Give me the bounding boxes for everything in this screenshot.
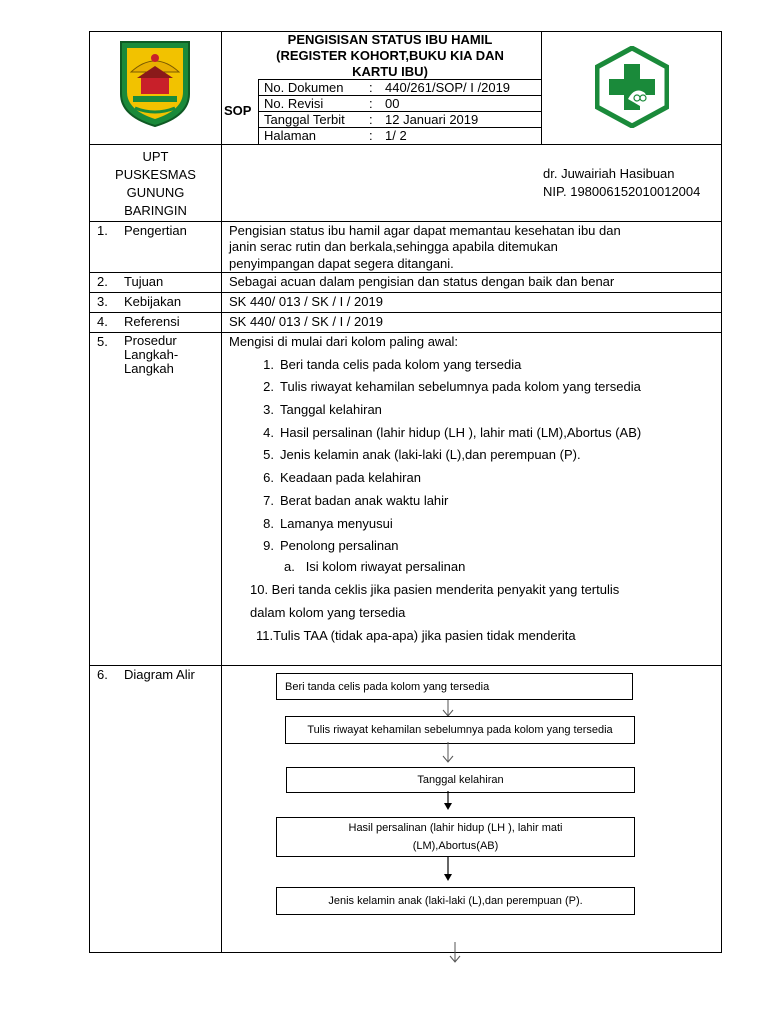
- row-divider: [89, 144, 722, 145]
- org-line: PUSKESMAS: [115, 167, 196, 182]
- step-text: Tanggal kelahiran: [280, 402, 382, 417]
- title-line: PENGISISAN STATUS IBU HAMIL: [287, 32, 493, 47]
- sub-step-text: Isi kolom riwayat persalinan: [305, 559, 466, 574]
- section-number: 2.: [97, 274, 108, 289]
- sop-label: SOP: [224, 103, 252, 118]
- step-number: 4.: [263, 425, 274, 440]
- sub-step-number: a.: [284, 559, 295, 574]
- step-number: 1.: [263, 357, 274, 372]
- flow-box: [276, 887, 635, 915]
- step-text: Berat badan anak waktu lahir: [280, 493, 449, 508]
- title-line: KARTU IBU): [352, 64, 428, 79]
- flow-box: [276, 673, 633, 700]
- section-number: 6.: [97, 667, 108, 682]
- flow-box-text: Tulis riwayat kehamilan sebelumnya pada kolom yang tersedia: [307, 724, 613, 736]
- meta-sep: :: [369, 96, 373, 111]
- procedure-step: [250, 379, 641, 394]
- referensi-text: SK 440/ 013 / SK / I / 2019: [229, 314, 383, 329]
- procedure-step: [250, 516, 393, 531]
- org-line: GUNUNG: [126, 185, 185, 200]
- step-text: Beri tanda celis pada kolom yang tersedia: [280, 357, 522, 372]
- meta-sep: :: [369, 80, 373, 95]
- flow-box-text: Beri tanda celis pada kolom yang tersedia: [285, 680, 490, 693]
- section-label-pengertian: Pengertian: [124, 223, 187, 238]
- flow-arrow-open: [442, 742, 454, 764]
- table-border-bottom: [89, 952, 722, 953]
- row-divider: [89, 312, 722, 313]
- step-text: Penolong persalinan: [280, 538, 399, 553]
- signatory-name: dr. Juwairiah Hasibuan: [543, 166, 675, 181]
- meta-value: 00: [385, 96, 400, 111]
- flow-box-text: Hasil persalinan (lahir hidup (LH ), lahir mati: [348, 822, 563, 834]
- procedure-sub-step: [284, 559, 465, 575]
- flow-box: [285, 716, 635, 744]
- table-border-right: [721, 31, 722, 953]
- step-text: Lamanya menyusui: [280, 516, 393, 531]
- kebijakan-text: SK 440/ 013 / SK / I / 2019: [229, 294, 383, 309]
- document-title: [240, 32, 540, 80]
- puskesmas-cross-logo: [595, 46, 669, 128]
- meta-value: 440/261/SOP/ I /2019: [385, 80, 511, 95]
- row-divider: [89, 292, 722, 293]
- org-line: UPT: [142, 149, 169, 164]
- section-number: 1.: [97, 223, 108, 238]
- prosedur-intro: Mengisi di mulai dari kolom paling awal:: [229, 334, 459, 349]
- row-divider: [89, 221, 722, 222]
- org-line: BARINGIN: [124, 203, 187, 218]
- label-line: Prosedur: [124, 333, 177, 348]
- pengertian-text: Pengisian status ibu hamil agar dapat memantau kesehatan ibu dan: [229, 223, 621, 238]
- meta-key: No. Revisi: [264, 96, 324, 111]
- organization-name: [90, 148, 221, 220]
- meta-value: 12 Januari 2019: [385, 112, 479, 127]
- regional-emblem-logo: [117, 36, 193, 128]
- section-label-referensi: Referensi: [124, 314, 180, 329]
- flow-arrow-solid: [442, 857, 454, 883]
- flow-box-text: Jenis kelamin anak (laki-laki (L),dan perempuan (P).: [328, 895, 583, 907]
- section-label-diagram-alir: Diagram Alir: [124, 667, 195, 682]
- meta-sep: :: [369, 128, 373, 143]
- meta-value: 1/ 2: [385, 128, 407, 143]
- meta-no-dokumen: [264, 80, 510, 95]
- title-line: (REGISTER KOHORT,BUKU KIA DAN: [276, 48, 504, 63]
- procedure-step: [250, 538, 399, 553]
- procedure-step-10: 10. Beri tanda ceklis jika pasien menderita penyakit yang tertulis: [250, 582, 620, 597]
- section-number: 4.: [97, 314, 108, 329]
- procedure-step: [250, 402, 382, 417]
- flow-arrow-solid: [442, 791, 454, 811]
- step-text: Tulis riwayat kehamilan sebelumnya pada kolom yang tersedia: [280, 379, 641, 394]
- section-label-tujuan: Tujuan: [124, 274, 164, 289]
- step-number: 9.: [263, 538, 274, 553]
- signatory-nip: NIP. 198006152010012004: [543, 184, 701, 199]
- flow-box-text: Tanggal kelahiran: [417, 774, 504, 786]
- row-divider: [89, 665, 722, 666]
- pengertian-text: penyimpangan dapat segera ditangani.: [229, 256, 454, 271]
- flow-arrow-open: [449, 942, 461, 964]
- procedure-step: [250, 493, 448, 508]
- table-column-divider: [221, 31, 222, 953]
- meta-sep: :: [369, 112, 373, 127]
- meta-key: Halaman: [264, 128, 317, 143]
- step-number: 3.: [263, 402, 274, 417]
- section-label-kebijakan: Kebijakan: [124, 294, 182, 309]
- meta-key: No. Dokumen: [264, 80, 344, 95]
- step-number: 2.: [263, 379, 274, 394]
- section-label-prosedur: [124, 334, 178, 376]
- procedure-step-10-cont: dalam kolom yang tersedia: [250, 605, 406, 620]
- step-text: Keadaan pada kelahiran: [280, 470, 421, 485]
- procedure-step: [250, 470, 421, 485]
- step-text: Hasil persalinan (lahir hidup (LH ), lahir mati (LM),Abortus (AB): [280, 425, 642, 440]
- step-number: 5.: [263, 447, 274, 462]
- step-number: 7.: [263, 493, 274, 508]
- section-number: 3.: [97, 294, 108, 309]
- pengertian-text: janin serac rutin dan berkala,sehingga apabila ditemukan: [229, 239, 558, 254]
- procedure-step: [250, 425, 641, 440]
- procedure-step: [250, 357, 521, 372]
- step-number: 6.: [263, 470, 274, 485]
- step-text: Jenis kelamin anak (laki-laki (L),dan perempuan (P).: [280, 447, 581, 462]
- step-number: 8.: [263, 516, 274, 531]
- meta-no-revisi: [264, 96, 399, 111]
- meta-key: Tanggal Terbit: [264, 112, 345, 127]
- section-number: 5.: [97, 334, 108, 349]
- procedure-step-11: 11.Tulis TAA (tidak apa-apa) jika pasien tidak menderita: [256, 628, 576, 643]
- row-divider: [89, 272, 722, 273]
- flow-box-text: (LM),Abortus(AB): [412, 840, 499, 852]
- tujuan-text: Sebagai acuan dalam pengisian dan status dengan baik dan benar: [229, 274, 615, 289]
- meta-halaman: [264, 128, 407, 143]
- row-divider: [89, 332, 722, 333]
- flow-box: [276, 817, 635, 857]
- flow-box: [286, 767, 635, 793]
- label-line: Langkah-: [124, 347, 179, 362]
- label-line: Langkah: [124, 361, 174, 376]
- meta-tanggal-terbit: [264, 112, 478, 127]
- procedure-step: [250, 447, 581, 462]
